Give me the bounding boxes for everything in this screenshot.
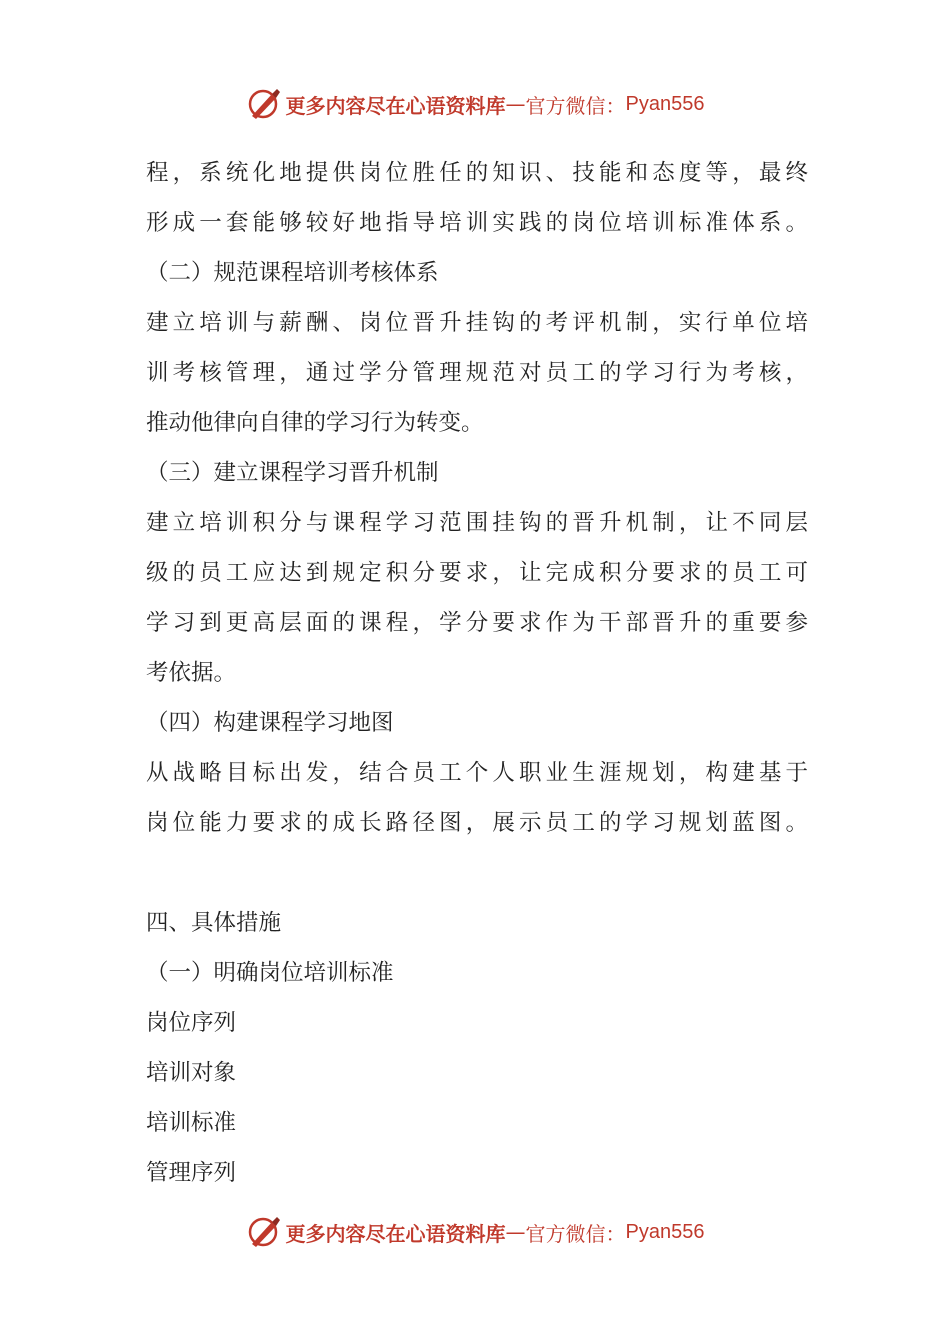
pen-logo-icon: [246, 86, 282, 122]
section-heading-3: （三）建立课程学习晋升机制: [146, 460, 439, 486]
wechat-id: Pyan556: [625, 1220, 705, 1243]
site-name: 更多内容尽在心语资料库: [285, 1221, 506, 1246]
list-item: 培训标准: [146, 1110, 237, 1136]
wechat-label: 官方微信：: [525, 93, 626, 118]
banner-dash: —: [505, 1220, 526, 1244]
wechat-id: Pyan556: [625, 92, 705, 115]
banner-dash: —: [505, 92, 526, 116]
wechat-label: 官方微信：: [525, 1221, 626, 1246]
paragraph-line: 形成一套能够较好地指导培训实践的岗位培训标准体系。: [146, 210, 808, 236]
paragraph-line: 建立培训积分与课程学习范围挂钩的晋升机制，让不同层: [146, 510, 808, 536]
paragraph-line: 训考核管理，通过学分管理规范对员工的学习行为考核，: [146, 360, 808, 386]
paragraph-line: 考依据。: [146, 660, 237, 686]
site-name: 更多内容尽在心语资料库: [285, 93, 506, 118]
list-item: 岗位序列: [146, 1010, 237, 1036]
paragraph-line: 建立培训与薪酬、岗位晋升挂钩的考评机制，实行单位培: [146, 310, 808, 336]
pen-logo-icon: [246, 1214, 282, 1250]
section-heading-2: （二）规范课程培训考核体系: [146, 260, 439, 286]
list-item: 培训对象: [146, 1060, 237, 1086]
paragraph-line: 推动他律向自律的学习行为转变。: [146, 410, 484, 436]
blank-line: [146, 848, 808, 898]
paragraph-line: 学习到更高层面的课程，学分要求作为干部晋升的重要参: [146, 610, 808, 636]
chapter-heading: 四、具体措施: [146, 910, 282, 936]
header-banner: [0, 84, 950, 124]
footer-banner: [0, 1212, 950, 1252]
paragraph-line: 从战略目标出发，结合员工个人职业生涯规划，构建基于: [146, 760, 808, 786]
section-heading-4: （四）构建课程学习地图: [146, 710, 394, 736]
list-item: 管理序列: [146, 1160, 237, 1186]
subsection-heading: （一）明确岗位培训标准: [146, 960, 394, 986]
document-body: [146, 148, 808, 1198]
paragraph-line: 级的员工应达到规定积分要求，让完成积分要求的员工可: [146, 560, 808, 586]
paragraph-line: 岗位能力要求的成长路径图，展示员工的学习规划蓝图。: [146, 810, 808, 836]
paragraph-line: 程，系统化地提供岗位胜任的知识、技能和态度等，最终: [146, 160, 808, 186]
